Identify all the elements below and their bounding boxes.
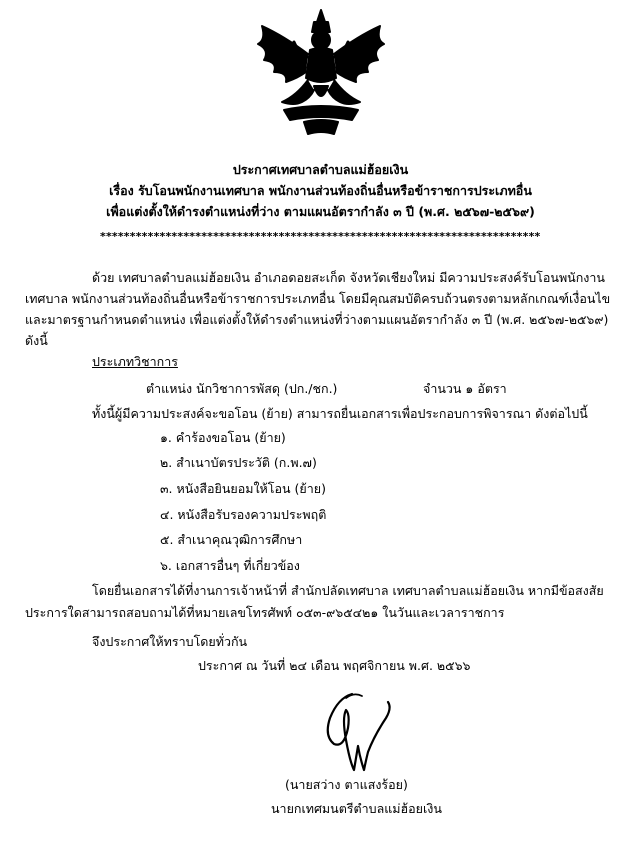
submit-line-1: โดยยื่นเอกสารได้ที่งานการเจ้าหน้าที่ สำนักปลัดเทศบาล เทศบาลตำบลแม่ฮ้อยเงิน หากมีข้อสงสัย — [92, 583, 604, 598]
announcement-date: ประกาศ ณ วันที่ ๒๔ เดือน พฤศจิกายน พ.ศ. ๒๕๖๖ — [198, 658, 471, 673]
document-item: ๒. สำเนาบัตรประวัติ (ก.พ.๗) — [160, 455, 317, 470]
announcement-title: ประกาศเทศบาลตำบลแม่ฮ้อยเงิน — [232, 162, 409, 177]
document-item: ๖. เอกสารอื่นๆ ที่เกี่ยวข้อง — [160, 558, 300, 573]
document-item: ๑. คำร้องขอโอน (ย้าย) — [160, 430, 286, 445]
signatory-title: นายกเทศมนตรีตำบลแม่ฮ้อยเงิน — [271, 801, 442, 816]
announce-line: จึงประกาศให้ทราบโดยทั่วกัน — [92, 634, 248, 649]
category-heading: ประเภทวิชาการ — [92, 354, 178, 369]
submit-line-2: ประการใดสามารถสอบถามได้ที่หมายเลขโทรศัพท์ ๐๕๓-๙๖๕๔๒๑ ในวันและเวลาราชการ — [25, 605, 505, 620]
garuda-emblem — [244, 6, 398, 142]
document-item: ๕. สำเนาคุณวุฒิการศึกษา — [160, 532, 303, 547]
document-item: ๔. หนังสือรับรองความประพฤติ — [160, 507, 327, 522]
documents-intro: ทั้งนี้ผู้มีความประสงค์จะขอโอน (ย้าย) สามารถยื่นเอกสารเพื่อประกอบการพิจารณา ดังต่อไปนี้ — [92, 406, 588, 421]
signatory-name: (นายสว่าง ตาแสงร้อย) — [285, 777, 408, 792]
document-item: ๓. หนังสือยินยอมให้โอน (ย้าย) — [160, 481, 326, 496]
signature — [316, 688, 396, 773]
position-title: ตำแหน่ง นักวิชาการพัสดุ (ปก./ชก.) — [146, 381, 338, 396]
position-count: จำนวน ๑ อัตรา — [423, 381, 507, 396]
intro-line-3: และมาตรฐานกำหนดตำแหน่ง เพื่อแต่งตั้งให้ดำรงตำแหน่งที่ว่างตามแผนอัตรากำลัง ๓ ปี (พ.ศ. ๒๕๖๗-๒๕๖๙) — [25, 312, 609, 327]
star-divider: ************************************************************************** — [100, 230, 541, 243]
subject-line: เรื่อง รับโอนพนักงานเทศบาล พนักงานส่วนท้องถิ่นอื่นหรือข้าราชการประเภทอื่น — [109, 183, 532, 198]
intro-line-1: ด้วย เทศบาลตำบลแม่ฮ้อยเงิน อำเภอดอยสะเก็ด จังหวัดเชียงใหม่ มีความประสงค์รับโอนพนักงาน — [92, 270, 605, 285]
subject-line-2: เพื่อแต่งตั้งให้ดำรงตำแหน่งที่ว่าง ตามแผนอัตรากำลัง ๓ ปี (พ.ศ. ๒๕๖๗-๒๕๖๙) — [106, 204, 535, 219]
intro-line-2: เทศบาล พนักงานส่วนท้องถิ่นอื่นหรือข้าราชการประเภทอื่น โดยมีคุณสมบัติครบถ้วนตรงตามหลักเกณฑ์เงื่อนไข — [25, 291, 611, 306]
intro-line-4: ดังนี้ — [25, 333, 48, 348]
